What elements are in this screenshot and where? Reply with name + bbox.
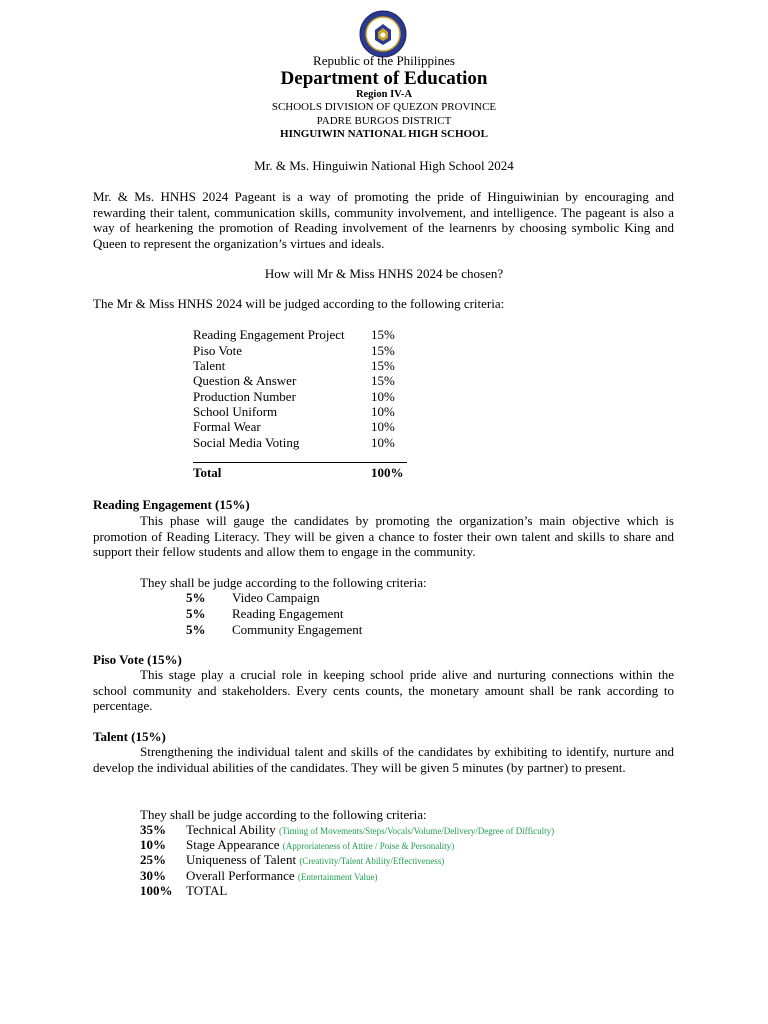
criteria-total-pct: 100% bbox=[140, 883, 173, 898]
criteria-pct: 5% bbox=[186, 590, 206, 605]
criteria-name bbox=[186, 852, 444, 870]
criteria-name: Video Campaign bbox=[232, 590, 320, 605]
reading-judge-intro: They shall be judge according to the following criteria: bbox=[140, 575, 427, 590]
how-chosen-heading: How will Mr & Miss HNHS 2024 be chosen? bbox=[264, 266, 504, 281]
school-name: HINGUIWIN NATIONAL HIGH SCHOOL bbox=[280, 128, 488, 140]
criteria-total-label: TOTAL bbox=[186, 883, 228, 898]
talent-body: Strengthening the individual talent and skills of the candidates by exhibiting to identify, nurture and develop the individual abilities of the candidates. They will be given 5 minutes (by partner) to present. bbox=[93, 744, 674, 775]
criteria-pct: 5% bbox=[186, 622, 206, 637]
criteria-pct: 15% bbox=[371, 327, 395, 342]
criteria-pct: 5% bbox=[186, 606, 206, 621]
reading-body: This phase will gauge the candidates by promoting the organization’s main objective which is promotion of Reading Literacy. They will be given a chance to foster their own talent and skills to share and support their fellow students and allow them to engage in the community. bbox=[93, 513, 674, 559]
criteria-note: (Entertainment Value) bbox=[297, 872, 378, 882]
criteria-pct: 10% bbox=[371, 389, 395, 404]
criteria-pct: 10% bbox=[371, 419, 395, 434]
criteria-pct: 30% bbox=[140, 868, 166, 883]
criteria-row bbox=[193, 343, 408, 359]
criteria-name: Formal Wear bbox=[193, 419, 261, 434]
criteria-label: Uniqueness of Talent bbox=[186, 852, 297, 867]
criteria-pct: 10% bbox=[371, 404, 395, 419]
criteria-name: School Uniform bbox=[193, 404, 278, 419]
criteria-name: Question & Answer bbox=[193, 373, 297, 388]
criteria-total-pct: 100% bbox=[371, 465, 404, 480]
criteria-row bbox=[193, 389, 408, 405]
criteria-label: Technical Ability bbox=[186, 822, 276, 837]
division-line: SCHOOLS DIVISION OF QUEZON PROVINCE bbox=[271, 101, 497, 113]
judged-intro: The Mr & Miss HNHS 2024 will be judged according to the following criteria: bbox=[93, 296, 505, 311]
criteria-pct: 15% bbox=[371, 358, 395, 373]
criteria-pct: 15% bbox=[371, 373, 395, 388]
criteria-row bbox=[193, 404, 408, 420]
criteria-label: Overall Performance bbox=[186, 868, 295, 883]
intro-paragraph: Mr. & Ms. HNHS 2024 Pageant is a way of promoting the pride of Hinguiwinian by encouraging and rewarding their talent, communication skills, community involvement, and intelligence. The pageant is also a way of hearkening the promotion of Reading involvement of the learnenrs by choosing symbolic King and Queen to represent the organization’s virtues and ideals. bbox=[93, 189, 674, 251]
piso-body: This stage play a crucial role in keeping school pride alive and nurturing connections within the school community and stakeholders. Every cents counts, the monetary amount shall be rank according to percentage. bbox=[93, 667, 674, 713]
document-title: Mr. & Ms. Hinguiwin National High School 2024 bbox=[254, 158, 514, 173]
criteria-name: Talent bbox=[193, 358, 226, 373]
criteria-row bbox=[193, 327, 408, 343]
criteria-name: Production Number bbox=[193, 389, 296, 404]
criteria-pct: 25% bbox=[140, 852, 166, 867]
deped-seal-logo bbox=[359, 10, 407, 58]
criteria-name: Community Engagement bbox=[232, 622, 363, 637]
criteria-name: Reading Engagement Project bbox=[193, 327, 345, 342]
criteria-pct: 10% bbox=[140, 837, 166, 852]
department-title: Department of Education bbox=[280, 68, 488, 89]
criteria-row bbox=[193, 373, 408, 389]
piso-heading: Piso Vote (15%) bbox=[93, 652, 182, 667]
criteria-label: Stage Appearance bbox=[186, 837, 280, 852]
criteria-note: (Creativity/Talent Ability/Effectiveness) bbox=[299, 856, 445, 866]
criteria-name: Social Media Voting bbox=[193, 435, 300, 450]
criteria-name: Reading Engagement bbox=[232, 606, 344, 621]
total-divider bbox=[193, 462, 407, 463]
criteria-pct: 15% bbox=[371, 343, 395, 358]
criteria-row bbox=[193, 435, 408, 451]
criteria-name: Piso Vote bbox=[193, 343, 243, 358]
criteria-note: (Approriateness of Attire / Poise & Personality) bbox=[282, 841, 455, 851]
criteria-pct: 35% bbox=[140, 822, 166, 837]
talent-judge-intro: They shall be judge according to the following criteria: bbox=[140, 807, 427, 822]
criteria-total-row bbox=[193, 465, 408, 481]
republic-line: Republic of the Philippines bbox=[313, 53, 455, 68]
criteria-row bbox=[193, 419, 408, 435]
talent-heading: Talent (15%) bbox=[93, 729, 166, 744]
criteria-row bbox=[193, 358, 408, 374]
criteria-total-label: Total bbox=[193, 465, 222, 480]
criteria-pct: 10% bbox=[371, 435, 395, 450]
district-line: PADRE BURGOS DISTRICT bbox=[316, 115, 452, 127]
region-line: Region IV-A bbox=[355, 89, 413, 100]
criteria-note: (Timing of Movements/Steps/Vocals/Volume/Delivery/Degree of Difficulty) bbox=[278, 826, 555, 836]
reading-heading: Reading Engagement (15%) bbox=[93, 497, 250, 512]
